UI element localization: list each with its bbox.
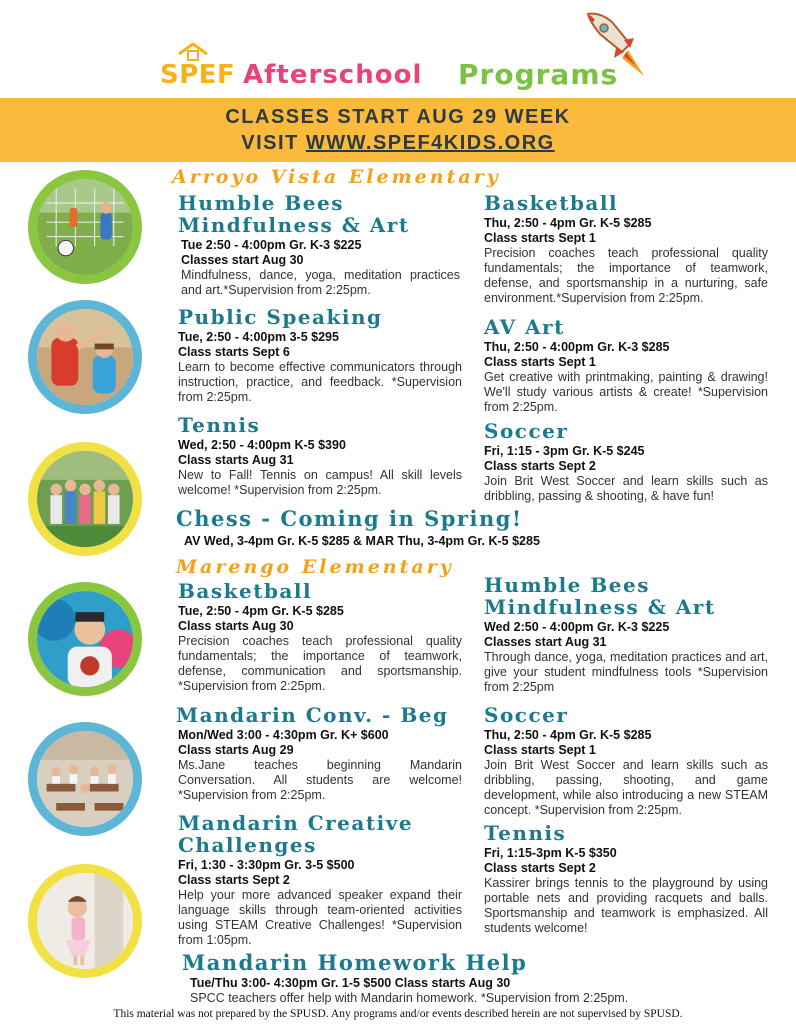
course-schedule: Tue/Thu 3:00- 4:30pm Gr. 1-5 $500 Class starts Aug 30 bbox=[190, 976, 511, 990]
course-start: Classes start Aug 31 bbox=[484, 635, 607, 649]
house-icon bbox=[176, 42, 210, 62]
course-schedule: Thu, 2:50 - 4pm Gr. K-5 $285 bbox=[484, 216, 652, 230]
spef-logo-text: SPEF bbox=[160, 60, 236, 90]
course-title-line2: Challenges bbox=[178, 833, 317, 857]
course-description: New to Fall! Tennis on campus! All skill levels welcome! *Supervision from 2:25pm. bbox=[178, 468, 462, 497]
course-description: Help your more advanced speaker expand their language skills through team-oriented activities using STEAM Creative Challenges! *Supervision from 1:05pm. bbox=[178, 888, 462, 947]
banner-visit: VISIT bbox=[241, 132, 306, 154]
course-basketball-mar bbox=[178, 580, 462, 694]
course-tennis-mar bbox=[484, 822, 768, 936]
course-start: Class starts Sept 1 bbox=[484, 231, 596, 245]
course-start: Class starts Sept 2 bbox=[484, 459, 596, 473]
course-start: Class starts Sept 1 bbox=[484, 743, 596, 757]
course-mandarin-conv bbox=[176, 704, 462, 803]
course-schedule: Mon/Wed 3:00 - 4:30pm Gr. K+ $600 bbox=[178, 728, 389, 742]
basketball-boy-photo bbox=[28, 582, 142, 696]
course-title: AV Art bbox=[484, 315, 565, 339]
course-schedule: Fri, 1:30 - 3:30pm Gr. 3-5 $500 bbox=[178, 858, 355, 872]
course-title: Humble Bees bbox=[178, 191, 344, 215]
course-description: Join Brit West Soccer and learn skills such as dribbling, passing & shooting, & have fun! bbox=[484, 474, 768, 503]
course-description: Kassirer brings tennis to the playground by using portable nets and providing racquets and balls. Sportsmanship and teamwork is emphasized. All students welcome! bbox=[484, 876, 768, 935]
course-description: Precision coaches teach professional quality fundamentals; the importance of teamwork, defense, and sportsmanship in a nurturing, safe environment.*Supervision from 2:25pm. bbox=[484, 246, 768, 305]
course-schedule: Wed, 2:50 - 4:00pm K-5 $390 bbox=[178, 438, 346, 452]
course-description: Learn to become effective communicators through instruction, practice, and feedback. *Supervision from 2:25pm. bbox=[178, 360, 462, 404]
course-title: Tennis bbox=[178, 413, 261, 437]
course-soccer-av bbox=[484, 420, 768, 504]
course-mandarin-homework bbox=[182, 952, 782, 1006]
course-start: Classes start Aug 30 bbox=[181, 253, 304, 267]
course-humble-bees-av bbox=[178, 192, 460, 298]
course-start: Class starts Sept 2 bbox=[484, 861, 596, 875]
creative-girl-photo bbox=[28, 864, 142, 978]
arroyo-vista-heading: Arroyo Vista Elementary bbox=[172, 166, 501, 188]
course-description: Get creative with printmaking, painting & drawing! We'll study various artists & create! *Supervision from 2:25pm. bbox=[484, 370, 768, 414]
course-chess bbox=[176, 508, 776, 549]
course-description: Mindfulness, dance, yoga, meditation practices and art.*Supervision from 2:25pm. bbox=[181, 268, 460, 297]
soccer-kids-photo bbox=[28, 170, 142, 284]
website-link[interactable]: WWW.SPEF4KIDS.ORG bbox=[305, 132, 555, 154]
course-humble-bees-mar bbox=[484, 574, 768, 695]
public-speaking-photo bbox=[28, 300, 142, 414]
logo-header bbox=[0, 0, 796, 100]
course-title: Public Speaking bbox=[178, 305, 383, 329]
mandarin-class-photo bbox=[28, 722, 142, 836]
course-title: Humble Bees bbox=[484, 573, 650, 597]
tennis-group-photo bbox=[28, 442, 142, 556]
banner-line-1: CLASSES START AUG 29 WEEK bbox=[225, 106, 571, 128]
title-programs: Programs bbox=[458, 58, 619, 91]
course-schedule: Tue, 2:50 - 4pm Gr. K-5 $285 bbox=[178, 604, 344, 618]
course-start: Class starts Aug 31 bbox=[178, 453, 294, 467]
course-description: SPCC teachers offer help with Mandarin homework. *Supervision from 2:25pm. bbox=[190, 991, 629, 1005]
course-title: Mandarin Homework Help bbox=[182, 950, 528, 975]
course-schedule: Fri, 1:15 - 3pm Gr. K-5 $245 bbox=[484, 444, 645, 458]
course-schedule: Thu, 2:50 - 4:00pm Gr. K-3 $285 bbox=[484, 340, 670, 354]
course-title-line2: Mindfulness & Art bbox=[484, 595, 716, 619]
course-title-line2: Mindfulness & Art bbox=[178, 213, 410, 237]
course-av-art bbox=[484, 316, 768, 415]
rocket-icon bbox=[578, 8, 648, 80]
course-schedule: Tue, 2:50 - 4:00pm 3-5 $295 bbox=[178, 330, 339, 344]
course-description: Join Brit West Soccer and learn skills such as dribbling, passing, shooting, and game development, while also introducing a new STEAM concept. *Supervision from 2:25pm. bbox=[484, 758, 768, 817]
title-afterschool: Afterschool bbox=[243, 60, 423, 90]
course-basketball-av bbox=[484, 192, 768, 306]
course-schedule: Wed 2:50 - 4:00pm Gr. K-3 $225 bbox=[484, 620, 670, 634]
course-schedule: Fri, 1:15-3pm K-5 $350 bbox=[484, 846, 617, 860]
course-title: Mandarin Creative bbox=[178, 811, 414, 835]
course-start: Class starts Aug 29 bbox=[178, 743, 294, 757]
course-tennis-av bbox=[178, 414, 462, 498]
course-start: Class starts Aug 30 bbox=[178, 619, 294, 633]
course-title: Soccer bbox=[484, 419, 569, 443]
course-schedule: AV Wed, 3-4pm Gr. K-5 $285 & MAR Thu, 3-4pm Gr. K-5 $285 bbox=[184, 534, 540, 548]
course-start: Class starts Sept 1 bbox=[484, 355, 596, 369]
course-title: Soccer bbox=[484, 703, 569, 727]
course-schedule: Thu, 2:50 - 4pm Gr. K-5 $285 bbox=[484, 728, 652, 742]
course-start: Class starts Sept 6 bbox=[178, 345, 290, 359]
course-title: Chess - Coming in Spring! bbox=[176, 506, 523, 531]
marengo-heading: Marengo Elementary bbox=[176, 556, 454, 578]
course-title: Tennis bbox=[484, 821, 567, 845]
course-soccer-mar bbox=[484, 704, 768, 818]
banner-line-2 bbox=[0, 132, 796, 155]
course-description: Precision coaches teach professional quality fundamentals; the importance of teamwork, defense, communication and sportsmanship. *Supervision from 2:25pm. bbox=[178, 634, 462, 693]
course-start: Class starts Sept 2 bbox=[178, 873, 290, 887]
course-title: Basketball bbox=[178, 579, 313, 603]
disclaimer-footer: This material was not prepared by the SPUSD. Any programs and/or events described herein are not supervised by SPUSD. bbox=[113, 1008, 683, 1020]
course-title: Basketball bbox=[484, 191, 619, 215]
course-description: Ms.Jane teaches beginning Mandarin Conversation. All students are welcome! *Supervision from 2:25pm. bbox=[178, 758, 462, 802]
course-mandarin-creative bbox=[178, 812, 462, 948]
course-schedule: Tue 2:50 - 4:00pm Gr. K-3 $225 bbox=[181, 238, 362, 252]
course-public-speaking bbox=[178, 306, 462, 405]
course-title: Mandarin Conv. - Beg bbox=[176, 703, 449, 727]
classes-banner bbox=[0, 98, 796, 162]
course-description: Through dance, yoga, meditation practices and art, give your student mindfulness tools *Supervision from 2:25pm bbox=[484, 650, 768, 694]
